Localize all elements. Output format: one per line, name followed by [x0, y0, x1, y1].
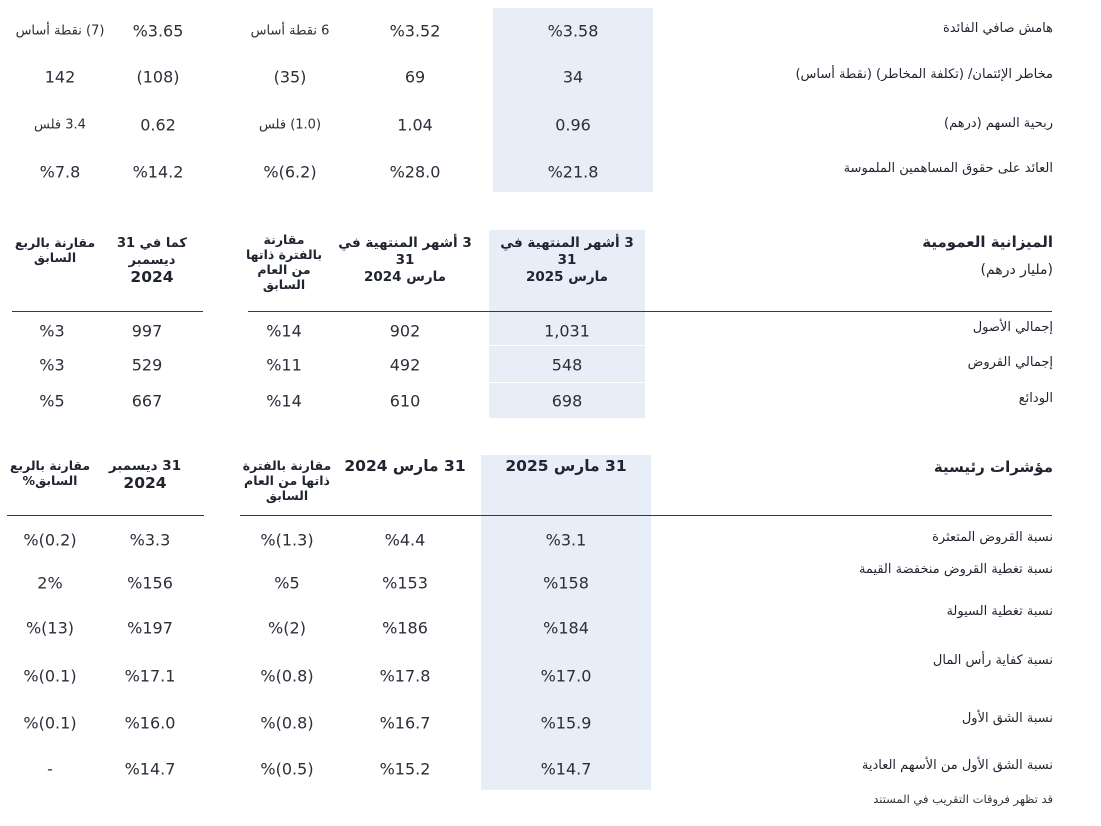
row-label: ربحية السهم (درهم) [944, 116, 1053, 131]
cell-yoy: (6.2)% [263, 162, 317, 182]
header-line: 31 مارس 2025 [505, 457, 627, 475]
cell-december: %156 [127, 573, 173, 593]
header-line: مقارنة بالفترة [242, 458, 332, 473]
cell-qoq: %3 [39, 355, 65, 375]
header-line: بالفترة ذاتها [245, 247, 323, 262]
row-label: العائد على حقوق المساهمين الملموسة [843, 161, 1053, 176]
cell-qoq: 3.4 فلس [34, 117, 86, 133]
header-line: 31 مارس 2024 [344, 457, 466, 475]
cell-december: %14.7 [124, 759, 176, 779]
cell-yoy: (0.5)% [260, 759, 314, 779]
section-unit: (مليار درهم) [980, 262, 1053, 278]
section-title: مؤشرات رئيسية [933, 458, 1053, 476]
cell-yoy: (35) [273, 67, 307, 87]
row-label: إجمالي القروض [967, 355, 1053, 370]
cell-qoq: (0.1)% [23, 713, 77, 733]
cell-prior: %16.7 [379, 713, 431, 733]
cell-december: 667 [131, 391, 163, 411]
cell-qoq: %7.8 [39, 162, 81, 182]
cell-december: %14.2 [132, 162, 184, 182]
cell-current: %3.58 [547, 21, 599, 41]
cell-december: %3.3 [129, 530, 171, 550]
cell-prior: 492 [389, 355, 421, 375]
cell-current: 548 [551, 355, 583, 375]
cell-december: %3.65 [132, 21, 184, 41]
cell-prior: %28.0 [389, 162, 441, 182]
row-label: نسبة تغطية السيولة [946, 604, 1053, 619]
header-line: السابق [262, 277, 306, 292]
cell-qoq: (0.1)% [23, 666, 77, 686]
cell-prior: 1.04 [397, 115, 433, 135]
cell-qoq: %5 [39, 391, 65, 411]
cell-prior: %17.8 [379, 666, 431, 686]
header-current-period [489, 235, 645, 286]
cell-december: 997 [131, 321, 163, 341]
header-line: 3 أشهر المنتهية في 31 [338, 235, 472, 268]
header-line: مقارنة بالربع [14, 235, 96, 250]
cell-current: %21.8 [547, 162, 599, 182]
header-december [90, 458, 200, 492]
row-label: إجمالي الأصول [972, 320, 1053, 335]
row-label: نسبة الشق الأول [961, 711, 1053, 726]
header-rule [248, 311, 1052, 312]
cell-qoq: 2% [37, 573, 63, 593]
cell-current: %15.9 [540, 713, 592, 733]
header-line: مقارنة [263, 232, 305, 247]
cell-qoq: (13)% [25, 618, 75, 638]
footnote: قد تظهر فروقات التقريب في المستند [873, 792, 1053, 806]
cell-current: 0.96 [555, 115, 591, 135]
header-prior-period [327, 235, 483, 286]
cell-prior: %4.4 [384, 530, 426, 550]
cell-qoq: - [47, 759, 53, 779]
header-line: السابق [265, 488, 309, 503]
cell-prior: %153 [382, 573, 428, 593]
cell-current: 1,031 [544, 321, 590, 341]
row-label: الودائع [1018, 391, 1053, 406]
cell-december: 529 [131, 355, 163, 375]
cell-current: 34 [562, 67, 584, 87]
header-line: مقارنة بالربع [9, 458, 91, 473]
header-line: من العام [257, 262, 311, 277]
header-line: السابق% [22, 473, 78, 488]
header-rule [240, 515, 1052, 516]
cell-prior: %3.52 [389, 21, 441, 41]
cell-december: %16.0 [124, 713, 176, 733]
cell-current: 698 [551, 391, 583, 411]
row-label: نسبة كفاية رأس المال [932, 653, 1053, 668]
cell-yoy [230, 24, 350, 39]
header-yoy-change [234, 232, 334, 292]
header-december [92, 235, 212, 286]
cell-prior: 610 [389, 391, 421, 411]
cell-qoq: 142 [44, 67, 76, 87]
section-title: الميزانية العمومية [922, 233, 1053, 251]
cell-prior: %186 [382, 618, 428, 638]
row-label: نسبة الشق الأول من الأسهم العادية [861, 758, 1053, 773]
cell-yoy: (1.0) فلس [258, 117, 322, 133]
header-line: 31 ديسمبر [108, 458, 182, 474]
header-line: السابق [33, 250, 77, 265]
header-line: ذاتها من العام [244, 473, 330, 488]
cell-current: %3.1 [545, 530, 587, 550]
cell-prior: 902 [389, 321, 421, 341]
cell-current: %158 [543, 573, 589, 593]
cell-december: %17.1 [124, 666, 176, 686]
row-label: هامش صافي الفائدة [942, 21, 1053, 36]
cell-current: %184 [543, 618, 589, 638]
cell-yoy: (0.8)% [260, 713, 314, 733]
header-line: مارس 2025 [525, 269, 609, 285]
header-line: كما في 31 ديسمبر [117, 236, 187, 268]
row-label: مخاطر الإئتمان/ (تكلفة المخاطر) (نقطة أساس) [795, 67, 1053, 82]
cell-prior: %15.2 [379, 759, 431, 779]
cell-current: %17.0 [540, 666, 592, 686]
cell-yoy: (0.8)% [260, 666, 314, 686]
cell-qoq: (0.2)% [23, 530, 77, 550]
cell-qoq: %3 [39, 321, 65, 341]
header-qoq-change [5, 235, 105, 265]
cell-yoy: %11 [266, 355, 302, 375]
header-prior-period [330, 458, 480, 475]
header-line: 2024 [123, 474, 167, 492]
cell-yoy: %5 [274, 573, 300, 593]
cell-prior: 69 [404, 67, 426, 87]
row-label: نسبة تغطية القروض منخفضة القيمة [858, 562, 1053, 577]
cell-yoy: %14 [266, 321, 302, 341]
cell-december: (108) [136, 67, 180, 87]
header-rule [7, 515, 204, 516]
header-line: 2024 [130, 268, 174, 286]
cell-yoy-text: 6 نقطة أساس [250, 23, 330, 39]
row-label: نسبة القروض المتعثرة [932, 530, 1053, 545]
cell-yoy: (2)% [268, 618, 306, 638]
cell-current: %14.7 [540, 759, 592, 779]
cell-yoy: %14 [266, 391, 302, 411]
header-line: 3 أشهر المنتهية في 31 [500, 235, 634, 268]
header-rule [12, 311, 203, 312]
cell-qoq: (7) نقطة أساس [15, 23, 105, 39]
header-yoy-change [234, 458, 340, 503]
cell-december: 0.62 [140, 115, 176, 135]
header-current-period [481, 458, 651, 475]
header-qoq-change [0, 458, 100, 488]
cell-yoy: (1.3)% [260, 530, 314, 550]
cell-december: %197 [127, 618, 173, 638]
header-line: مارس 2024 [363, 269, 447, 285]
